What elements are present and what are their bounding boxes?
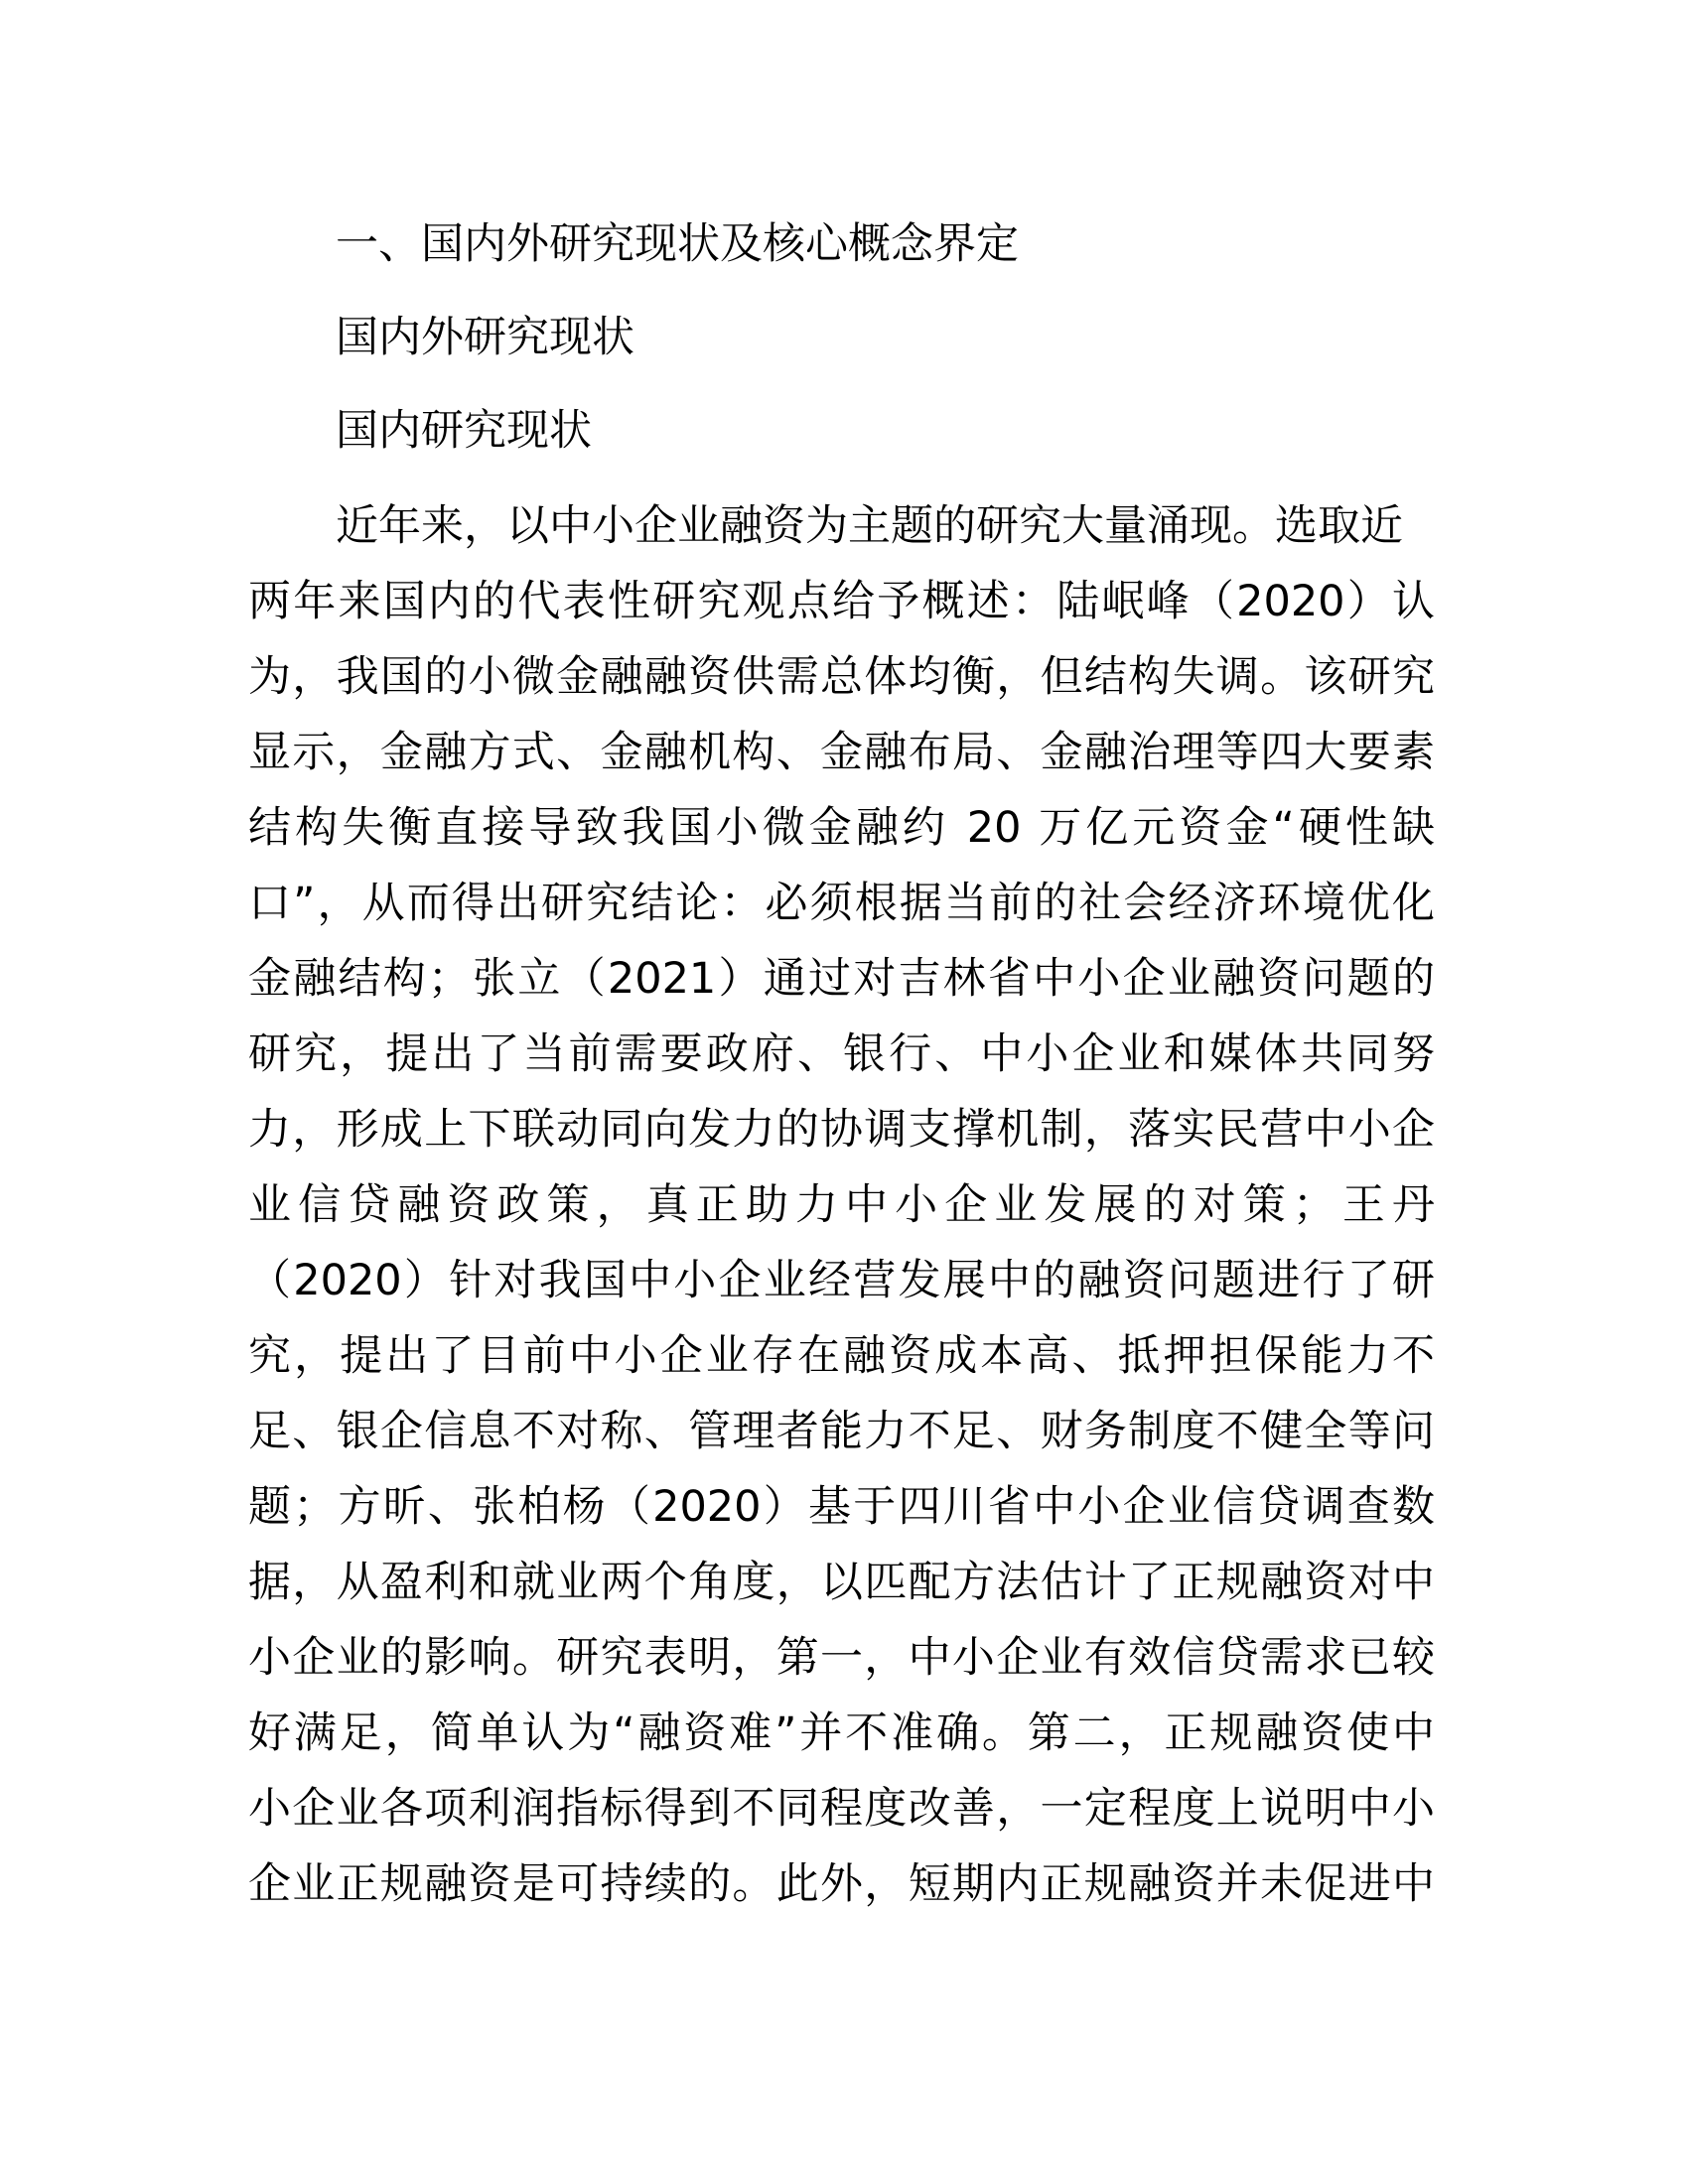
paragraph-line: 金融结构；张立（2021）通过对吉林省中小企业融资问题的 xyxy=(248,954,1435,1004)
body-paragraph xyxy=(248,488,1435,1922)
paragraph-line: 好满足，简单认为“融资难”并不准确。第二，正规融资使中 xyxy=(248,1708,1435,1758)
paragraph-line: 小企业的影响。研究表明，第一，中小企业有效信贷需求已较 xyxy=(248,1633,1435,1683)
paragraph-line: 口”，从而得出研究结论：必须根据当前的社会经济环境优化 xyxy=(248,879,1435,928)
paragraph-line: 两年来国内的代表性研究观点给予概述：陆岷峰（2020）认 xyxy=(248,577,1435,626)
paragraph-line: 究，提出了目前中小企业存在融资成本高、抵押担保能力不 xyxy=(248,1331,1435,1381)
subsection-heading: 国内外研究现状 xyxy=(336,313,634,362)
paragraph-line: 为，我国的小微金融融资供需总体均衡，但结构失调。该研究 xyxy=(248,652,1435,702)
subsubsection-heading: 国内研究现状 xyxy=(336,406,592,456)
paragraph-line: （2020）针对我国中小企业经营发展中的融资问题进行了研 xyxy=(248,1256,1435,1305)
paragraph-line: 力，形成上下联动同向发力的协调支撑机制，落实民营中小企 xyxy=(248,1105,1435,1155)
paragraph-line: 企业正规融资是可持续的。此外，短期内正规融资并未促进中 xyxy=(248,1859,1435,1909)
section-heading: 一、国内外研究现状及核心概念界定 xyxy=(336,219,1019,269)
paragraph-line: 研究，提出了当前需要政府、银行、中小企业和媒体共同努 xyxy=(248,1029,1435,1079)
paragraph-line: 显示，金融方式、金融机构、金融布局、金融治理等四大要素 xyxy=(248,728,1435,777)
paragraph-line: 小企业各项利润指标得到不同程度改善，一定程度上说明中小 xyxy=(248,1784,1435,1834)
paragraph-line: 近年来，以中小企业融资为主题的研究大量涌现。选取近 xyxy=(336,501,1403,551)
paragraph-line: 结构失衡直接导致我国小微金融约 20 万亿元资金“硬性缺 xyxy=(248,803,1435,853)
paragraph-line: 据，从盈利和就业两个角度，以匹配方法估计了正规融资对中 xyxy=(248,1558,1435,1607)
paragraph-line: 足、银企信息不对称、管理者能力不足、财务制度不健全等问 xyxy=(248,1407,1435,1456)
paragraph-line: 业信贷融资政策，真正助力中小企业发展的对策；王丹 xyxy=(248,1180,1435,1230)
paragraph-line: 题；方昕、张柏杨（2020）基于四川省中小企业信贷调查数 xyxy=(248,1482,1435,1532)
